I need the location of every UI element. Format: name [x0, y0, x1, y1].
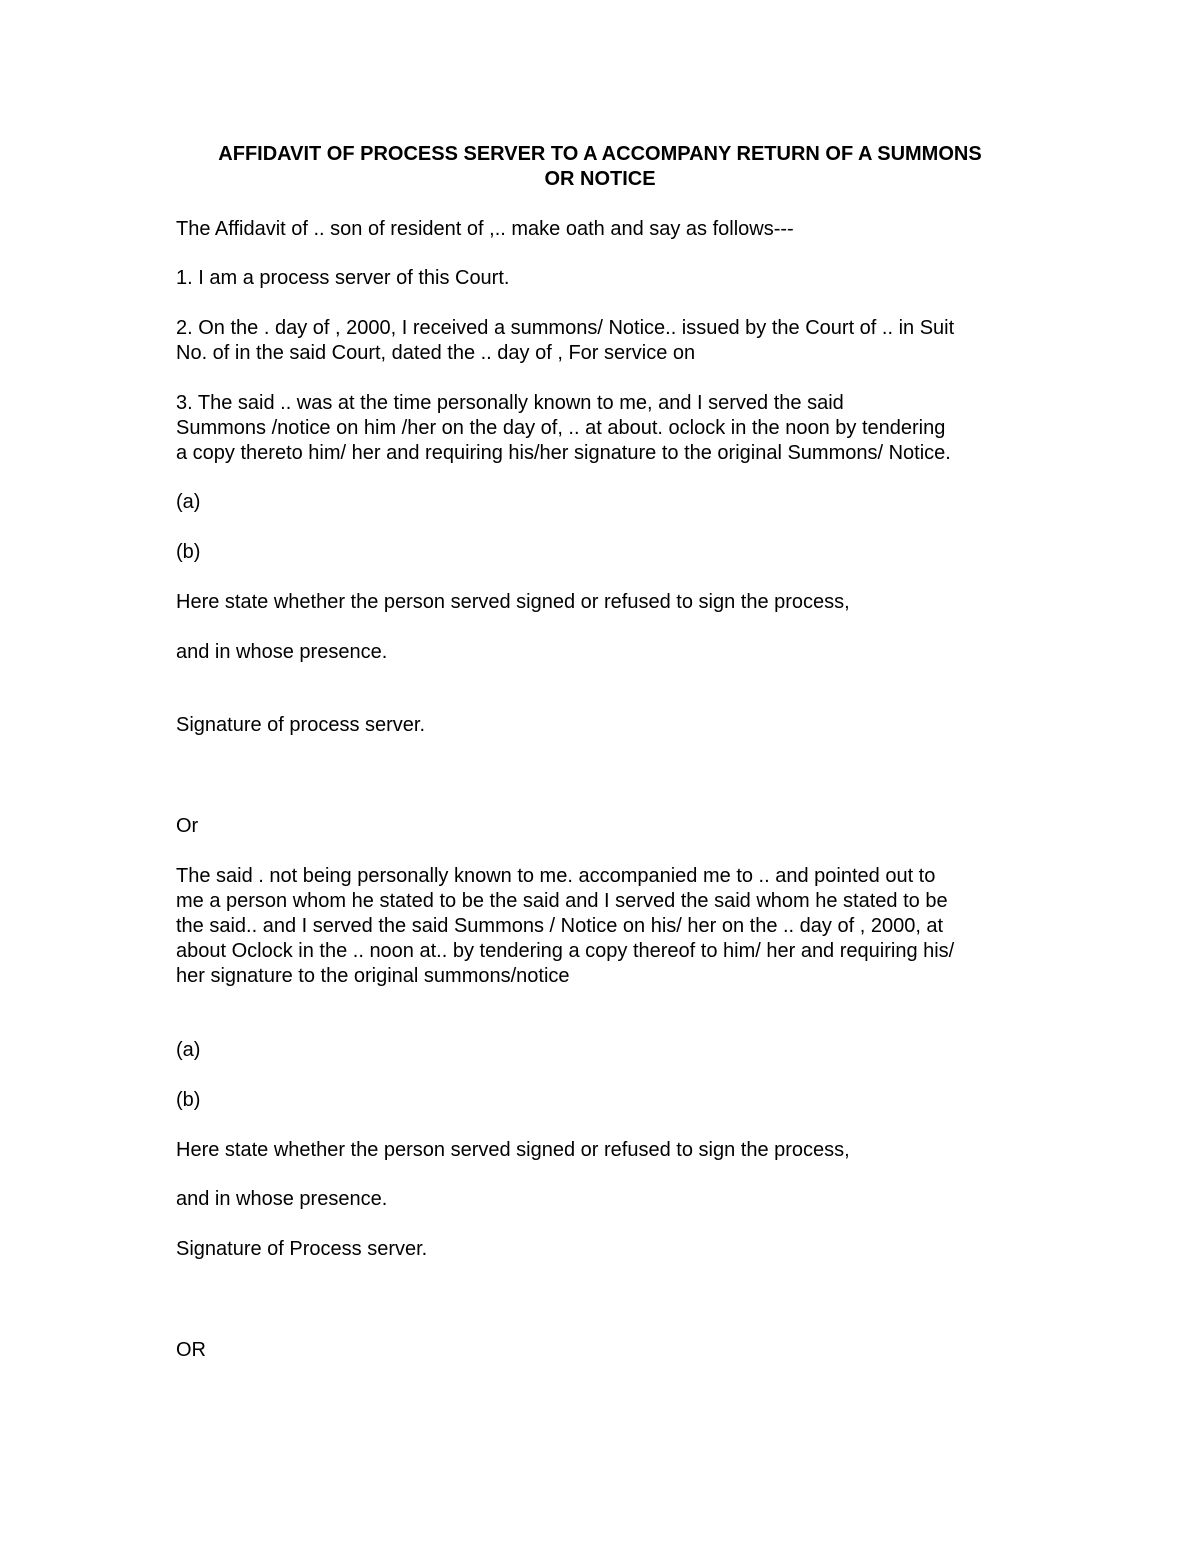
item-1: 1. I am a process server of this Court.	[176, 267, 510, 289]
signature-line: Signature of process server.	[176, 714, 426, 736]
signature-line: Signature of Process server.	[176, 1238, 428, 1260]
alternate-paragraph	[176, 864, 1036, 989]
intro-paragraph: The Affidavit of .. son of resident of ,.. make oath and say as follows---	[176, 218, 794, 240]
item-3-line: Summons /notice on him /her on the day of, .. at about. oclock in the noon by tendering	[176, 417, 946, 439]
alternate-paragraph-line: her signature to the original summons/notice	[176, 965, 570, 987]
item-2	[176, 316, 1036, 366]
instruction-text: Here state whether the person served signed or refused to sign the process,	[176, 1139, 850, 1161]
item-2-line: No. of in the said Court, dated the .. day of , For service on	[176, 342, 696, 364]
instruction-text: Here state whether the person served signed or refused to sign the process,	[176, 591, 850, 613]
or-separator: OR	[176, 1339, 206, 1361]
sub-item-a: (a)	[176, 491, 201, 513]
document-title-line-1: AFFIDAVIT OF PROCESS SERVER TO A ACCOMPANY RETURN OF A SUMMONS	[218, 143, 982, 165]
document-title-line-2: OR NOTICE	[544, 168, 656, 190]
or-separator: Or	[176, 815, 199, 837]
sub-item-a: (a)	[176, 1039, 201, 1061]
alternate-paragraph-line: about Oclock in the .. noon at.. by tendering a copy thereof to him/ her and requiring his/	[176, 940, 955, 962]
alternate-paragraph-line: the said.. and I served the said Summons / Notice on his/ her on the .. day of , 2000, at	[176, 915, 944, 937]
sub-item-b: (b)	[176, 1089, 201, 1111]
sub-item-b: (b)	[176, 541, 201, 563]
item-3	[176, 391, 1036, 466]
item-2-line: 2. On the . day of , 2000, I received a summons/ Notice.. issued by the Court of .. in Suit	[176, 317, 955, 339]
alternate-paragraph-line: me a person whom he stated to be the said and I served the said whom he stated to be	[176, 890, 948, 912]
presence-text: and in whose presence.	[176, 1188, 388, 1210]
item-3-line: 3. The said .. was at the time personally known to me, and I served the said	[176, 392, 844, 414]
alternate-paragraph-line: The said . not being personally known to me. accompanied me to .. and pointed out to	[176, 865, 936, 887]
presence-text: and in whose presence.	[176, 641, 388, 663]
item-3-line: a copy thereto him/ her and requiring his/her signature to the original Summons/ Notice.	[176, 442, 951, 464]
